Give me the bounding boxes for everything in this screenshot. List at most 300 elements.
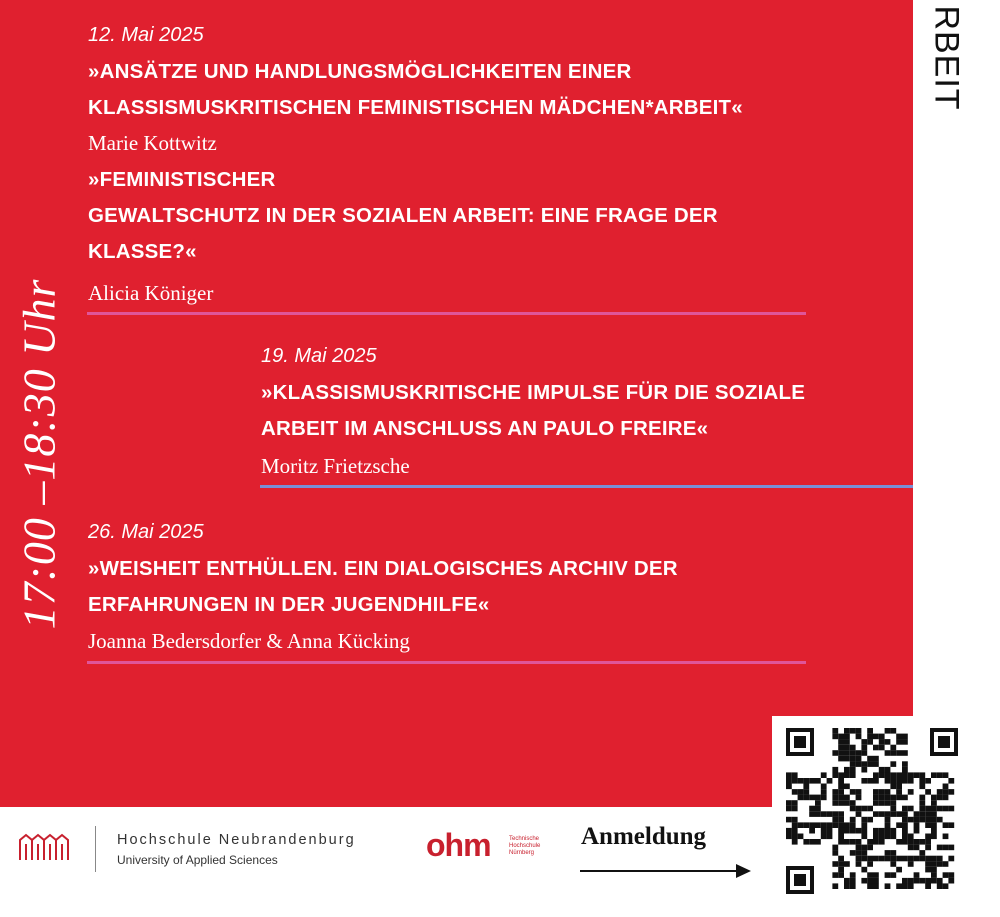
- qr-module: [896, 839, 902, 845]
- qr-module: [885, 728, 891, 734]
- qr-module: [861, 856, 867, 862]
- qr-module: [879, 789, 885, 795]
- qr-module: [809, 795, 815, 801]
- qr-module: [838, 861, 844, 867]
- qr-module: [937, 883, 943, 889]
- qr-module: [838, 822, 844, 828]
- qr-module: [867, 839, 873, 845]
- session-date: 26. Mai 2025: [88, 521, 204, 543]
- qr-module: [821, 772, 827, 778]
- qr-module: [890, 745, 896, 751]
- qr-module: [873, 795, 879, 801]
- qr-module: [856, 756, 862, 762]
- qr-module: [873, 811, 879, 817]
- qr-module: [943, 872, 949, 878]
- qr-module: [919, 811, 925, 817]
- qr-module: [902, 883, 908, 889]
- qr-module: [890, 828, 896, 834]
- qr-module: [850, 772, 856, 778]
- qr-module: [809, 828, 815, 834]
- qr-module: [890, 784, 896, 790]
- qr-module: [919, 856, 925, 862]
- qr-module: [832, 767, 838, 773]
- qr-module: [809, 811, 815, 817]
- qr-module: [931, 872, 937, 878]
- qr-module: [885, 789, 891, 795]
- qr-module: [850, 883, 856, 889]
- qr-module: [850, 822, 856, 828]
- qr-module: [896, 883, 902, 889]
- qr-module: [879, 795, 885, 801]
- qr-module: [856, 828, 862, 834]
- qr-module: [850, 828, 856, 834]
- qr-module: [931, 856, 937, 862]
- qr-module: [838, 872, 844, 878]
- qr-module: [890, 795, 896, 801]
- qr-module: [850, 806, 856, 812]
- qr-module: [896, 811, 902, 817]
- qr-module: [844, 750, 850, 756]
- qr-module: [838, 772, 844, 778]
- qr-module: [861, 761, 867, 767]
- qr-module: [815, 800, 821, 806]
- qr-module: [902, 734, 908, 740]
- qr-module: [879, 739, 885, 745]
- qr-module: [809, 839, 815, 845]
- qr-module: [902, 772, 908, 778]
- speaker-name: Moritz Frietzsche: [261, 454, 410, 478]
- qr-module: [832, 800, 838, 806]
- qr-module: [873, 734, 879, 740]
- qr-module: [931, 828, 937, 834]
- qr-module: [815, 806, 821, 812]
- qr-module: [798, 834, 804, 840]
- qr-module: [902, 739, 908, 745]
- qr-module: [844, 883, 850, 889]
- qr-module: [832, 811, 838, 817]
- qr-module: [844, 828, 850, 834]
- qr-module: [902, 778, 908, 784]
- qr-module: [844, 739, 850, 745]
- ohm-sub-line: Technische: [509, 836, 540, 842]
- qr-module: [856, 795, 862, 801]
- qr-module: [786, 784, 792, 790]
- qr-module: [861, 845, 867, 851]
- qr-module: [879, 800, 885, 806]
- qr-module: [844, 734, 850, 740]
- qr-module: [902, 811, 908, 817]
- qr-module: [798, 795, 804, 801]
- qr-module: [908, 861, 914, 867]
- qr-module: [890, 856, 896, 862]
- qr-module: [832, 850, 838, 856]
- qr-module: [850, 750, 856, 756]
- qr-module: [931, 772, 937, 778]
- qr-module: [792, 778, 798, 784]
- qr-module: [809, 806, 815, 812]
- qr-module: [902, 839, 908, 845]
- qr-module: [925, 839, 931, 845]
- qr-module: [850, 767, 856, 773]
- qr-module: [867, 756, 873, 762]
- qr-module: [850, 872, 856, 878]
- qr-module: [873, 883, 879, 889]
- qr-module: [937, 806, 943, 812]
- talk-title: [88, 162, 718, 270]
- qr-module: [937, 772, 943, 778]
- qr-module: [867, 734, 873, 740]
- talk-title: [261, 375, 805, 447]
- qr-module: [925, 806, 931, 812]
- qr-module: [803, 822, 809, 828]
- qr-module: [902, 834, 908, 840]
- qr-module: [850, 878, 856, 884]
- qr-module: [873, 761, 879, 767]
- talk-title-line: ERFAHRUNGEN IN DER JUGENDHILFE«: [88, 593, 490, 616]
- qr-module: [908, 856, 914, 862]
- qr-module: [948, 822, 954, 828]
- talk-title-line: KLASSISMUSKRITISCHEN FEMINISTISCHEN MÄDCHEN*ARBEIT«: [88, 96, 743, 119]
- talk-title-line: »ANSÄTZE UND HANDLUNGSMÖGLICHKEITEN EINER: [88, 60, 632, 83]
- qr-module: [798, 822, 804, 828]
- qr-module: [919, 800, 925, 806]
- qr-module: [925, 789, 931, 795]
- qr-module: [937, 789, 943, 795]
- qr-module: [850, 789, 856, 795]
- qr-module: [943, 861, 949, 867]
- qr-module: [803, 839, 809, 845]
- qr-module: [943, 806, 949, 812]
- qr-module: [850, 839, 856, 845]
- qr-module: [856, 806, 862, 812]
- qr-module: [902, 828, 908, 834]
- qr-module: [890, 778, 896, 784]
- qr-module: [908, 878, 914, 884]
- qr-module: [919, 784, 925, 790]
- qr-module: [832, 795, 838, 801]
- qr-module: [931, 867, 937, 873]
- qr-module: [850, 761, 856, 767]
- qr-module: [856, 734, 862, 740]
- qr-module: [925, 883, 931, 889]
- qr-module: [914, 878, 920, 884]
- qr-module: [890, 761, 896, 767]
- qr-module: [931, 878, 937, 884]
- qr-module: [815, 795, 821, 801]
- qr-module: [873, 878, 879, 884]
- qr-module: [925, 878, 931, 884]
- qr-module: [838, 811, 844, 817]
- qr-module: [803, 778, 809, 784]
- qr-module: [885, 778, 891, 784]
- qr-module: [908, 839, 914, 845]
- qr-module: [856, 789, 862, 795]
- qr-module: [890, 772, 896, 778]
- qr-module: [861, 867, 867, 873]
- qr-module: [856, 728, 862, 734]
- qr-module: [919, 778, 925, 784]
- qr-module: [925, 861, 931, 867]
- qr-module: [885, 850, 891, 856]
- qr-module: [948, 878, 954, 884]
- qr-module: [885, 739, 891, 745]
- qr-module: [827, 822, 833, 828]
- qr-module: [850, 817, 856, 823]
- qr-module: [914, 856, 920, 862]
- qr-module: [838, 739, 844, 745]
- qr-module: [948, 856, 954, 862]
- qr-module: [873, 778, 879, 784]
- qr-module: [948, 806, 954, 812]
- qr-module: [902, 795, 908, 801]
- ohm-sub-line: Nürnberg: [509, 850, 535, 856]
- qr-module: [867, 845, 873, 851]
- qr-module: [792, 806, 798, 812]
- qr-module: [867, 883, 873, 889]
- qr-module: [873, 856, 879, 862]
- qr-module: [885, 817, 891, 823]
- qr-module: [925, 778, 931, 784]
- qr-module: [856, 839, 862, 845]
- qr-module: [821, 811, 827, 817]
- qr-module: [792, 789, 798, 795]
- qr-module: [873, 828, 879, 834]
- qr-module: [844, 784, 850, 790]
- qr-module: [890, 834, 896, 840]
- qr-module: [914, 872, 920, 878]
- registration-label: Anmeldung: [581, 823, 707, 850]
- qr-module: [867, 778, 873, 784]
- qr-module: [919, 839, 925, 845]
- qr-module: [832, 845, 838, 851]
- qr-code-icon[interactable]: [772, 716, 972, 906]
- qr-module: [873, 772, 879, 778]
- qr-module: [838, 756, 844, 762]
- qr-module: [861, 778, 867, 784]
- qr-module: [896, 789, 902, 795]
- talk-title-line: ARBEIT IM ANSCHLUSS AN PAULO FREIRE«: [261, 417, 709, 440]
- qr-module: [861, 806, 867, 812]
- qr-module: [873, 789, 879, 795]
- qr-module: [832, 734, 838, 740]
- qr-module: [943, 845, 949, 851]
- qr-module: [902, 761, 908, 767]
- qr-module: [902, 817, 908, 823]
- qr-module: [943, 772, 949, 778]
- qr-module: [919, 817, 925, 823]
- qr-module: [861, 817, 867, 823]
- qr-module: [792, 800, 798, 806]
- qr-module: [885, 883, 891, 889]
- qr-module: [827, 811, 833, 817]
- qr-module: [844, 878, 850, 884]
- qr-module: [885, 856, 891, 862]
- qr-module: [838, 750, 844, 756]
- qr-module: [821, 828, 827, 834]
- qr-module: [861, 878, 867, 884]
- hsnb-subtitle: University of Applied Sciences: [117, 853, 278, 867]
- divider-rule: [87, 661, 806, 664]
- qr-module: [948, 872, 954, 878]
- qr-module: [844, 861, 850, 867]
- qr-module: [931, 795, 937, 801]
- qr-module: [902, 822, 908, 828]
- time-label: 17:00 –18:30 Uhr: [13, 278, 65, 630]
- qr-module: [867, 761, 873, 767]
- qr-module: [809, 778, 815, 784]
- qr-module: [885, 800, 891, 806]
- qr-module: [815, 822, 821, 828]
- qr-module: [838, 834, 844, 840]
- qr-module: [861, 850, 867, 856]
- qr-module: [786, 772, 792, 778]
- qr-module: [861, 745, 867, 751]
- qr-module: [885, 750, 891, 756]
- qr-module: [786, 828, 792, 834]
- qr-module: [815, 778, 821, 784]
- qr-module: [844, 800, 850, 806]
- qr-module: [885, 795, 891, 801]
- qr-module: [937, 878, 943, 884]
- qr-module: [919, 772, 925, 778]
- qr-module: [896, 795, 902, 801]
- qr-module: [890, 800, 896, 806]
- qr-module: [821, 795, 827, 801]
- qr-module: [879, 745, 885, 751]
- qr-module: [861, 828, 867, 834]
- qr-module: [838, 784, 844, 790]
- qr-module: [890, 861, 896, 867]
- qr-module: [902, 750, 908, 756]
- qr-module: [786, 806, 792, 812]
- qr-module: [885, 828, 891, 834]
- qr-module: [856, 856, 862, 862]
- qr-module: [948, 789, 954, 795]
- qr-module: [908, 772, 914, 778]
- qr-module: [943, 822, 949, 828]
- qr-module: [873, 839, 879, 845]
- qr-module: [792, 839, 798, 845]
- qr-module: [925, 822, 931, 828]
- qr-module: [838, 856, 844, 862]
- qr-module: [850, 728, 856, 734]
- qr-module: [948, 845, 954, 851]
- qr-module: [896, 784, 902, 790]
- qr-module: [850, 756, 856, 762]
- qr-module: [902, 767, 908, 773]
- ohm-logo-subtitle: [509, 836, 540, 857]
- talk-title-line: »KLASSISMUSKRITISCHE IMPULSE FÜR DIE SOZIALE: [261, 381, 806, 404]
- qr-module: [832, 822, 838, 828]
- qr-module: [931, 811, 937, 817]
- qr-module: [925, 845, 931, 851]
- qr-module: [861, 822, 867, 828]
- qr-module: [925, 834, 931, 840]
- qr-module: [885, 822, 891, 828]
- qr-module: [867, 872, 873, 878]
- qr-module: [867, 861, 873, 867]
- qr-module: [827, 778, 833, 784]
- qr-module: [786, 817, 792, 823]
- talk-title: [88, 551, 678, 623]
- qr-module: [850, 745, 856, 751]
- qr-module: [931, 817, 937, 823]
- qr-module: [937, 845, 943, 851]
- qr-module: [867, 739, 873, 745]
- qr-module: [919, 806, 925, 812]
- qr-module: [844, 745, 850, 751]
- qr-module: [885, 872, 891, 878]
- qr-module: [856, 850, 862, 856]
- qr-module: [838, 789, 844, 795]
- qr-module: [798, 789, 804, 795]
- qr-module: [885, 767, 891, 773]
- qr-module: [879, 856, 885, 862]
- qr-module: [914, 772, 920, 778]
- qr-module: [867, 728, 873, 734]
- qr-module: [844, 795, 850, 801]
- qr-module: [861, 767, 867, 773]
- qr-module: [861, 750, 867, 756]
- qr-module: [948, 778, 954, 784]
- qr-module: [890, 850, 896, 856]
- qr-module: [908, 778, 914, 784]
- qr-module: [908, 845, 914, 851]
- qr-module: [873, 800, 879, 806]
- qr-module: [885, 834, 891, 840]
- qr-module: [856, 761, 862, 767]
- qr-module: [821, 789, 827, 795]
- qr-module: [815, 811, 821, 817]
- qr-module: [902, 806, 908, 812]
- qr-module: [792, 817, 798, 823]
- qr-module: [896, 772, 902, 778]
- speaker-name: Joanna Bedersdorfer & Anna Kücking: [88, 629, 410, 653]
- qr-module: [879, 811, 885, 817]
- qr-module: [943, 789, 949, 795]
- qr-module: [873, 745, 879, 751]
- qr-module: [879, 767, 885, 773]
- qr-module: [896, 822, 902, 828]
- qr-module: [838, 828, 844, 834]
- qr-module: [879, 834, 885, 840]
- qr-module: [896, 856, 902, 862]
- qr-module: [844, 822, 850, 828]
- qr-module: [908, 883, 914, 889]
- qr-module: [890, 872, 896, 878]
- qr-module: [803, 789, 809, 795]
- qr-module: [908, 817, 914, 823]
- qr-module: [890, 728, 896, 734]
- speaker-name: Marie Kottwitz: [88, 131, 217, 155]
- qr-module: [902, 856, 908, 862]
- qr-module: [803, 784, 809, 790]
- session-date: 12. Mai 2025: [88, 24, 204, 46]
- qr-module: [838, 778, 844, 784]
- qr-module: [890, 806, 896, 812]
- qr-module: [885, 772, 891, 778]
- ohm-logo: ohm: [426, 827, 491, 863]
- ohm-sub-line: Hochschule: [509, 843, 541, 849]
- qr-module: [925, 817, 931, 823]
- qr-module: [914, 845, 920, 851]
- qr-module: [908, 806, 914, 812]
- qr-module: [832, 789, 838, 795]
- qr-module: [914, 811, 920, 817]
- qr-module: [896, 734, 902, 740]
- talk-title-line: KLASSE?«: [88, 240, 197, 263]
- qr-module: [914, 822, 920, 828]
